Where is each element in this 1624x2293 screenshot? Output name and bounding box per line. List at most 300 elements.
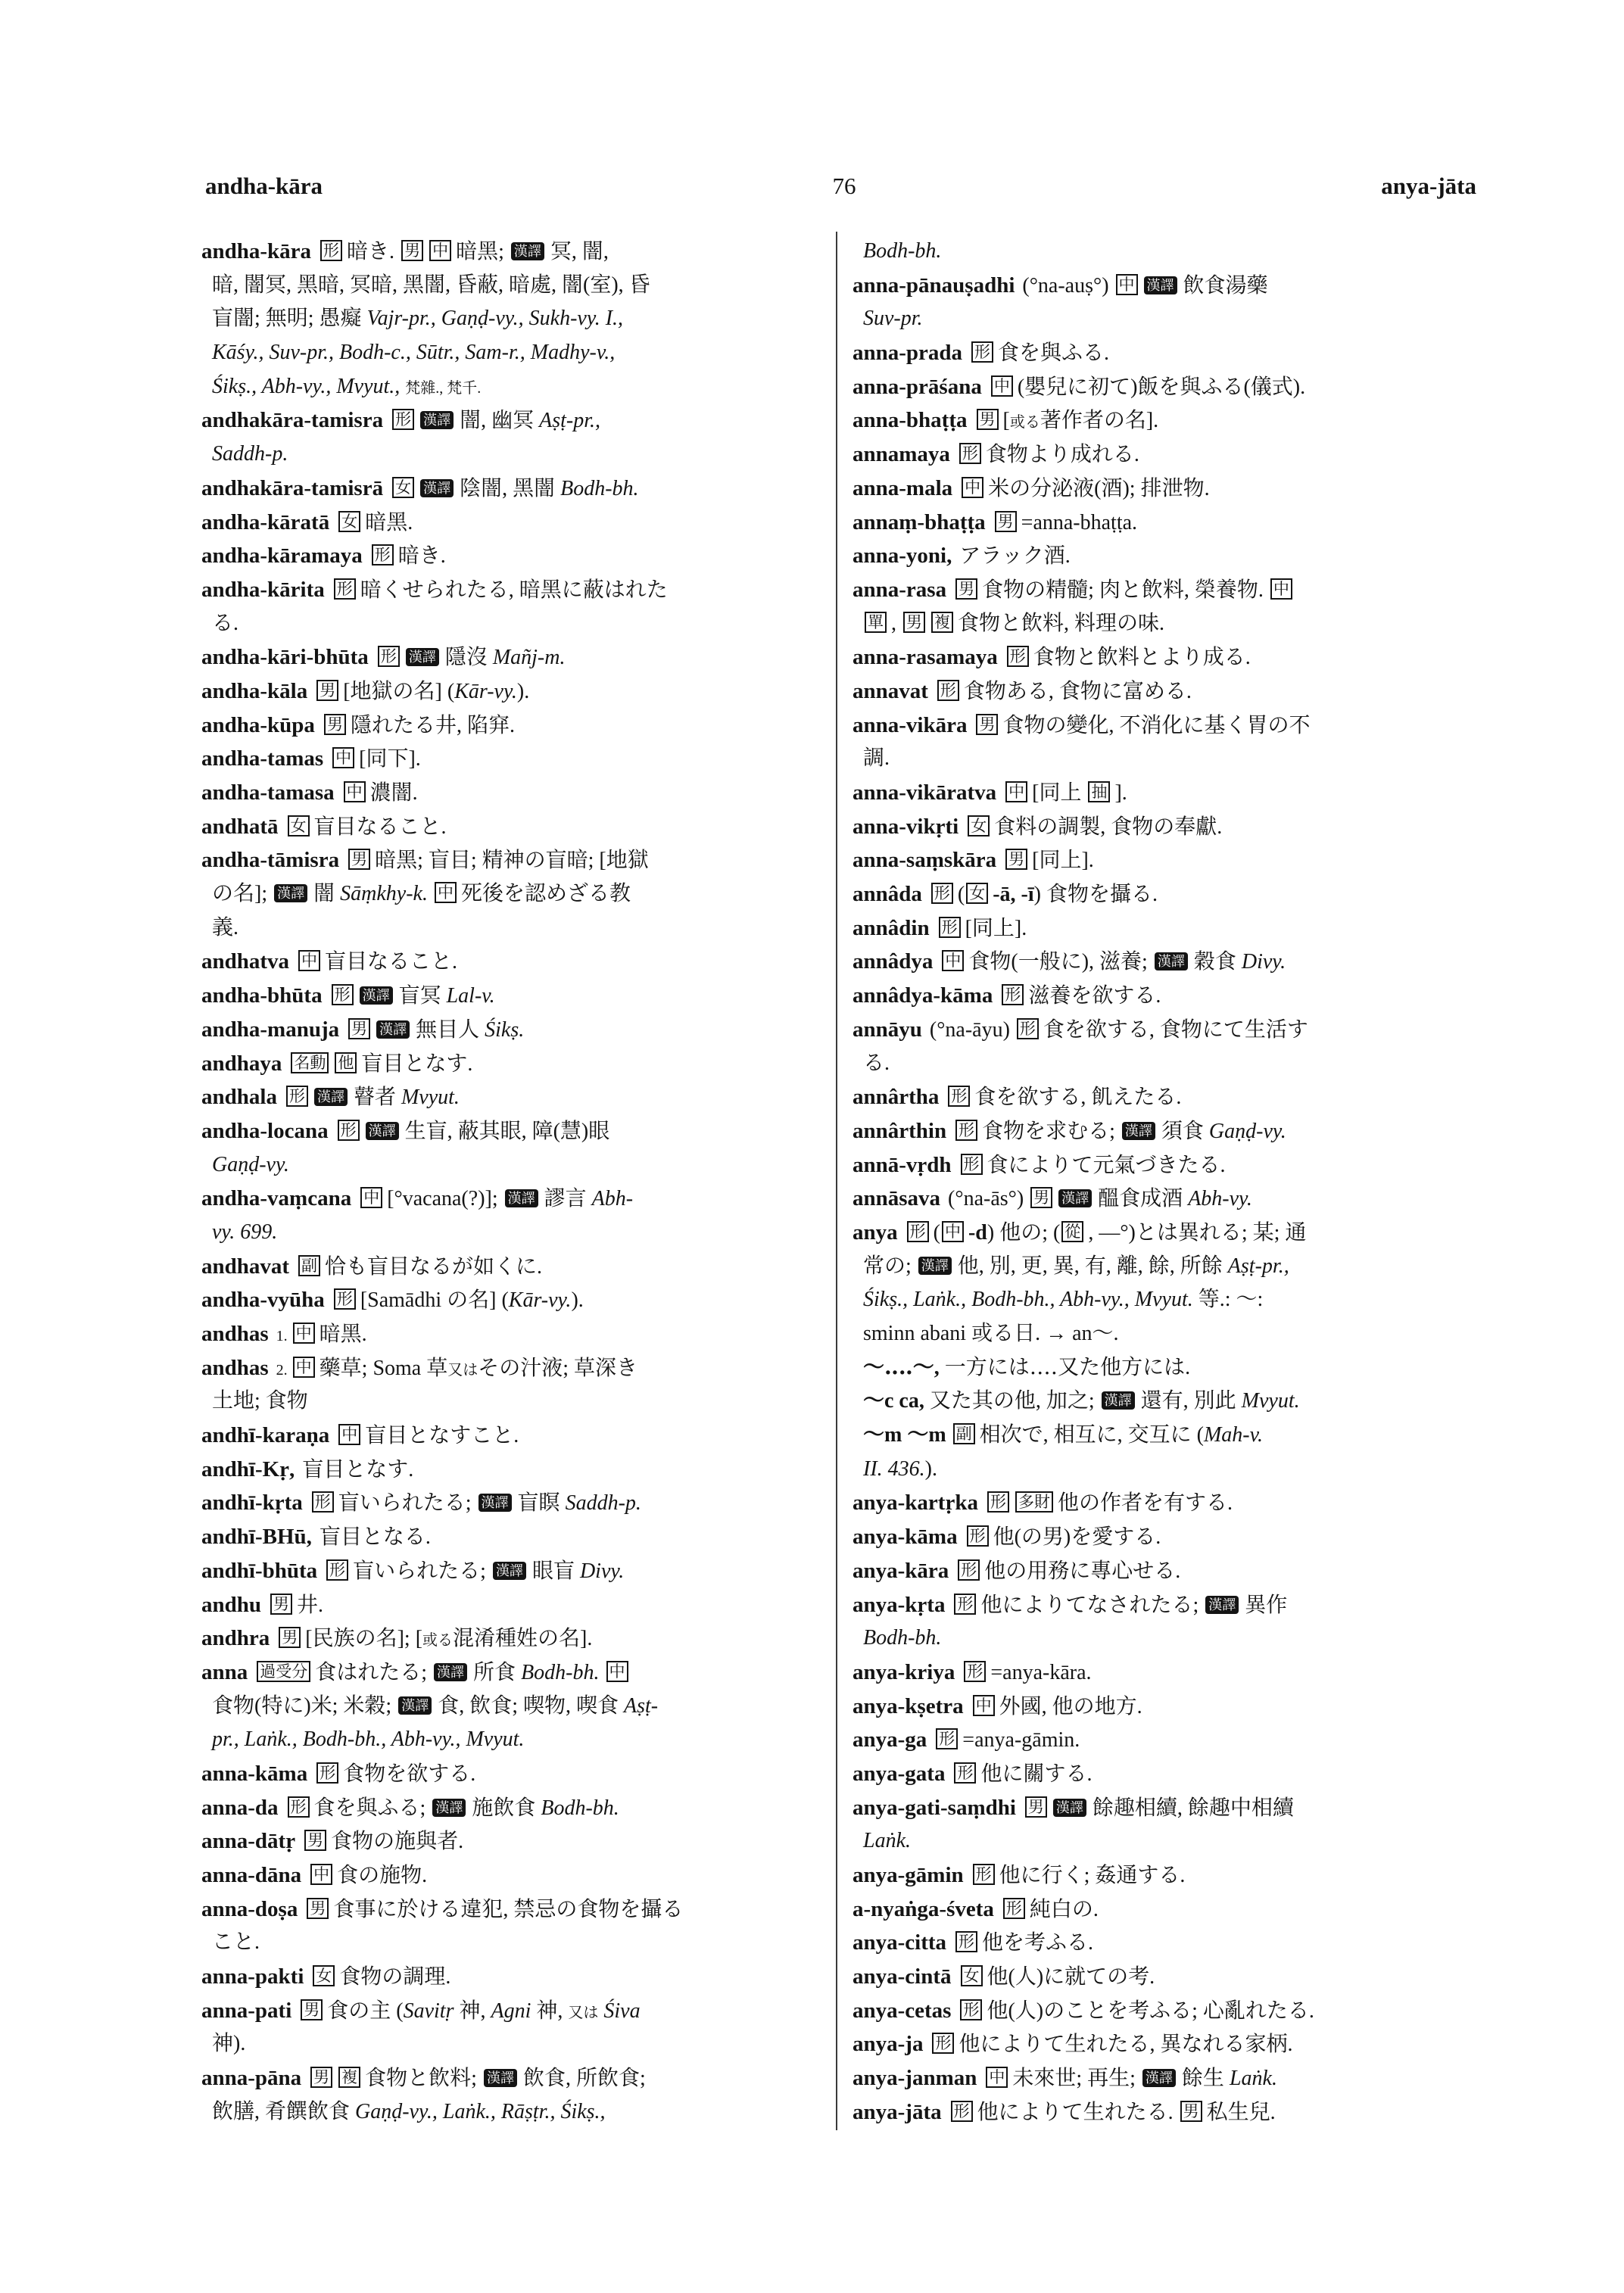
definition-text: 食物と飲料, 料理の味. — [958, 611, 1165, 635]
entry-line — [201, 640, 822, 675]
definition-text: 盲目となすこと. — [365, 1424, 519, 1448]
entry-line — [853, 1047, 1473, 1081]
headword: anya-gāmin — [853, 1863, 964, 1887]
grammar-label: 形 — [392, 409, 414, 430]
definition-text: 還有, 別此 — [1140, 1389, 1242, 1413]
headword: andha-kārita — [201, 577, 325, 602]
definition-text: 食物ある, 食物に富める. — [963, 679, 1192, 703]
grammar-label: 形 — [378, 646, 400, 667]
headword: annamaya — [853, 442, 950, 467]
definition-text: 無目人 — [416, 1017, 485, 1042]
headword: anna-pakti — [201, 1964, 304, 1989]
definition-text: 神, — [531, 1999, 569, 2023]
kanyaku-badge: 漢譯 — [1144, 276, 1177, 294]
grammar-label: 中 — [1005, 781, 1027, 802]
definition-text: 他に行く; 姦通する. — [999, 1864, 1186, 1887]
entry-line — [201, 1723, 822, 1757]
definition-text: 外國, 他の地方. — [999, 1694, 1142, 1718]
entry-line — [853, 438, 1473, 472]
definition-text: の名]; — [212, 882, 273, 906]
definition-text: 暗き. — [347, 240, 401, 263]
definition-text: [民族の名]; [ — [305, 1627, 423, 1651]
headword: anna-doṣa — [201, 1896, 298, 1921]
entry-line — [201, 1351, 822, 1385]
entry-line — [853, 742, 1473, 776]
entry-line — [201, 979, 822, 1013]
grammar-label: 中 — [962, 477, 983, 498]
source-ref: Śiva — [598, 1999, 641, 2023]
entry-line — [853, 1250, 1473, 1284]
definition-text: 食物を求むる; — [982, 1119, 1121, 1143]
right-column — [853, 235, 1473, 2129]
entry-line — [853, 1757, 1473, 1791]
definition-text: 他の用務に專心せる. — [984, 1559, 1181, 1583]
headword: anna-pānauṣadhi — [853, 273, 1015, 298]
grammar-label: 男 — [348, 1018, 370, 1039]
entry-line — [201, 1453, 822, 1487]
grammar-label: 形 — [320, 240, 342, 261]
entry-line — [853, 403, 1473, 438]
source-ref: Aṣṭ-pr., — [1227, 1254, 1289, 1278]
definition-text: 死後を認めざる教 — [460, 882, 631, 906]
definition-text: 食を與ふる; — [313, 1796, 432, 1820]
headword: andhakāra-tamisra — [201, 408, 384, 433]
kanyaku-badge: 漢譯 — [1122, 1122, 1155, 1140]
entry-line — [853, 573, 1473, 607]
small-text: 又は — [568, 2004, 599, 2021]
grammar-label: 形 — [936, 1728, 958, 1749]
entry-line — [853, 1656, 1473, 1690]
headword: anya-ja — [853, 2032, 924, 2057]
headword: anna-pāna — [201, 2066, 302, 2091]
definition-text: 食, 飲食; 喫物, 喫食 — [438, 1693, 624, 1718]
entry-line — [201, 742, 822, 776]
definition-text: 暗き. — [397, 544, 446, 569]
entry-line — [201, 1385, 822, 1419]
entry-line — [201, 1216, 822, 1250]
headword: andha-tamas — [201, 746, 324, 771]
definition-text: 眼盲 — [531, 1559, 580, 1583]
definition-text: 混淆種姓の名]. — [453, 1627, 593, 1651]
headword: annā-vṛdh — [853, 1152, 952, 1177]
grammar-label: 男 — [977, 409, 999, 430]
grammar-label: 中 — [293, 1357, 315, 1378]
definition-text: 食物と飲料とより成る. — [1033, 646, 1251, 670]
entry-line — [853, 302, 1473, 336]
source-ref: Kār-vy. — [454, 679, 517, 703]
source-ref: Agni — [491, 1999, 531, 2023]
source-ref: Saddh-p. — [212, 442, 288, 466]
definition-text: 常の; — [863, 1254, 917, 1278]
grammar-label: 中 — [298, 950, 320, 971]
grammar-label: 中 — [1116, 274, 1138, 295]
definition-text: 食物の施與者. — [331, 1830, 464, 1854]
grammar-label: 形 — [286, 1086, 308, 1107]
headword: andha-kāla — [201, 678, 308, 703]
headword: andhakāra-tamisrā — [201, 475, 384, 500]
definition-text: [同上]. — [1032, 849, 1094, 873]
grammar-label: 男 — [301, 1999, 323, 2020]
entry-line — [201, 1757, 822, 1791]
grammar-label: 男 — [955, 578, 977, 600]
headword: andhu — [201, 1592, 262, 1617]
grammar-label: 男 — [1005, 849, 1027, 870]
entry-line — [201, 1893, 822, 1927]
definition-text: 異作 — [1245, 1593, 1288, 1617]
entry-line — [201, 1148, 822, 1182]
entry-line — [201, 403, 822, 438]
headword: andhī-karaṇa — [201, 1423, 330, 1448]
kanyaku-badge: 漢譯 — [360, 986, 393, 1005]
entry-line — [201, 607, 822, 641]
entry-line — [853, 1351, 1473, 1385]
entry-line — [201, 235, 822, 269]
grammar-label: 形 — [967, 1525, 989, 1547]
bold-text: 〜m 〜m — [863, 1423, 952, 1447]
headword: anya-kṛta — [853, 1592, 946, 1617]
definition-text: 食物(一般に), 滋養; — [968, 950, 1153, 974]
headword: anya-ga — [853, 1728, 927, 1752]
entry-line — [853, 1690, 1473, 1724]
grammar-label: 中 — [360, 1187, 382, 1208]
definition-text: 盲目となる. — [319, 1525, 431, 1550]
definition-text: 盲いられたる; — [353, 1559, 491, 1583]
grammar-label: 形 — [932, 2033, 954, 2054]
headword: annaṃ-bhaṭṭa — [853, 509, 986, 534]
entry-line — [201, 1047, 822, 1081]
headword: andhī-Kṛ, — [201, 1456, 295, 1481]
small-text: 2. — [276, 1361, 291, 1379]
grammar-label: 形 — [987, 1491, 1009, 1513]
grammar-label: 女 — [288, 815, 310, 837]
kanyaku-badge: 漢譯 — [1102, 1391, 1135, 1410]
source-ref: Laṅk. — [1229, 2067, 1277, 2091]
entry-line — [853, 1824, 1473, 1858]
headword: andhī-BHū, — [201, 1525, 312, 1550]
definition-text: 盲目となす. — [302, 1457, 414, 1481]
definition-text: [同上 — [1032, 781, 1087, 805]
small-text: 梵雜., 梵千. — [405, 379, 482, 397]
source-ref: Aṣṭ-pr., — [539, 409, 600, 433]
entry-line — [853, 235, 1473, 269]
entry-line — [853, 1486, 1473, 1520]
source-ref: Bodh-bh. — [541, 1796, 619, 1820]
grammar-label: 中 — [332, 747, 354, 768]
kanyaku-badge: 漢譯 — [432, 1799, 466, 1817]
entry-line — [853, 1317, 1473, 1351]
entry-line — [201, 336, 822, 370]
grammar-label: 男 — [310, 2067, 332, 2088]
kanyaku-badge: 漢譯 — [505, 1189, 538, 1207]
grammar-label: 中 — [293, 1323, 315, 1344]
grammar-label: 形 — [1003, 1898, 1025, 1919]
grammar-label: 中 — [986, 2067, 1008, 2088]
definition-text: アラック酒. — [959, 544, 1071, 569]
grammar-label: 中 — [973, 1695, 995, 1716]
entry-line — [201, 1690, 822, 1724]
definition-text: 井. — [297, 1593, 324, 1617]
running-head-left: andha-kāra — [205, 173, 323, 199]
definition-text: 食物より成れる. — [985, 443, 1139, 467]
grammar-label: 形 — [955, 1120, 977, 1141]
grammar-label: 中 — [1270, 578, 1292, 600]
grammar-label: 男 — [304, 1830, 326, 1851]
headword: anna-da — [201, 1795, 279, 1820]
entry-line — [853, 810, 1473, 844]
grammar-label: 男 — [903, 612, 925, 633]
grammar-label: 中 — [942, 950, 964, 971]
source-ref: II. 436. — [863, 1456, 925, 1481]
definition-text: ). — [571, 1288, 584, 1313]
grammar-label: 形 — [334, 1288, 356, 1310]
headword: andhala — [201, 1085, 277, 1110]
entry-line — [201, 776, 822, 810]
headword: annâdya — [853, 949, 934, 974]
page-number: 76 — [832, 173, 856, 199]
definition-text: 飲膳, 肴饌飲食 — [212, 2099, 356, 2123]
bold-text: 〜‥‥〜, — [863, 1355, 940, 1379]
entry-line — [853, 539, 1473, 573]
definition-text: ]. — [1114, 781, 1127, 805]
definition-text: 盲目なること. — [313, 815, 447, 839]
grammar-label: 副 — [953, 1423, 975, 1444]
headword: andha-kāramaya — [201, 544, 363, 569]
definition-text: 食によりて元氣づきたる. — [987, 1153, 1226, 1177]
source-ref: vy. 699. — [212, 1220, 278, 1244]
entry-line — [853, 1960, 1473, 1994]
entry-line — [201, 709, 822, 743]
headword: andhatva — [201, 949, 290, 974]
headword: anya-jāta — [853, 2099, 942, 2124]
definition-text: [ — [1002, 409, 1010, 433]
headword: anya-kāra — [853, 1558, 949, 1583]
grammar-label: 名動 — [291, 1052, 329, 1073]
headword: anna — [201, 1659, 248, 1684]
headword: anna-pati — [201, 1998, 292, 2023]
entry-line — [853, 2061, 1473, 2095]
entry-line — [853, 1080, 1473, 1114]
grammar-label: 形 — [960, 1999, 982, 2020]
headword: andhī-bhūta — [201, 1558, 318, 1583]
headword: anya-gati-saṃdhi — [853, 1795, 1016, 1820]
grammar-label: 從 — [1061, 1221, 1083, 1242]
entry-line — [201, 269, 822, 303]
headword: anna-yoni, — [853, 544, 952, 569]
definition-text: 他(の男)を愛する. — [993, 1525, 1161, 1550]
definition-text: 暗黑. — [319, 1323, 367, 1346]
entry-line — [853, 607, 1473, 641]
grammar-label: 男 — [995, 511, 1017, 532]
entry-line — [201, 2061, 822, 2095]
definition-text: 食の施物. — [337, 1864, 428, 1887]
definition-text: 食物を欲する. — [343, 1762, 476, 1786]
source-ref: Laṅk. — [863, 1829, 911, 1853]
kanyaku-badge: 漢譯 — [478, 1494, 512, 1512]
grammar-label: 中 — [942, 1221, 964, 1242]
definition-text: 食物(特に)米; 米穀; — [212, 1693, 397, 1718]
definition-text: 隱れたる井, 陷穽. — [350, 713, 515, 737]
kanyaku-badge: 漢譯 — [420, 479, 454, 497]
grammar-label: 形 — [1002, 984, 1024, 1005]
definition-text: 他によりて生れたる. — [977, 2100, 1179, 2124]
source-ref: Abh- — [591, 1187, 634, 1211]
definition-text: 恰も盲目なるが如くに. — [325, 1254, 543, 1279]
grammar-label: 形 — [334, 578, 356, 600]
definition-text: 暗, 闇冥, 黑暗, 冥暗, 黑闇, 昏蔽, 暗處, 闇(室), 昏 — [212, 273, 650, 297]
definition-text: 暗黑. — [365, 510, 413, 534]
definition-text: 土地; 食物 — [212, 1389, 308, 1413]
entry-line — [853, 945, 1473, 979]
entry-line — [201, 1114, 822, 1148]
definition-text: 冥, 闇, — [550, 240, 609, 263]
entry-line — [853, 1588, 1473, 1622]
definition-text: 他(人)のことを考ふる; 心亂れたる. — [987, 1999, 1314, 2023]
grammar-label: 多財 — [1015, 1491, 1053, 1513]
grammar-label: 女 — [338, 511, 360, 532]
left-column — [201, 235, 822, 2129]
grammar-label: 形 — [1007, 646, 1029, 667]
definition-text: ). — [516, 679, 530, 703]
entry-line — [853, 370, 1473, 404]
source-ref: Divy. — [579, 1559, 625, 1583]
definition-text: 食物と飲料; — [365, 2067, 482, 2091]
definition-text: ( — [933, 1220, 940, 1245]
entry-line — [853, 911, 1473, 946]
headword: andhas — [201, 1355, 269, 1380]
grammar-label: 中 — [310, 1864, 332, 1885]
definition-text: [地獄の名] ( — [343, 679, 455, 703]
headword: anna-mala — [853, 475, 953, 500]
grammar-label: 形 — [948, 1086, 970, 1107]
entry-line — [201, 2095, 822, 2129]
grammar-label: 女 — [392, 477, 414, 498]
definition-text: 米の分泌液(酒); 排泄物. — [988, 476, 1210, 500]
headword: andha-kāratā — [201, 509, 330, 534]
entry-line — [853, 1216, 1473, 1250]
definition-text: 食を欲する, 食物にて生活す — [1043, 1017, 1308, 1042]
definition-text: 盲目なること. — [325, 950, 458, 974]
definition-text: 餘趣相續, 餘趣中相續 — [1092, 1796, 1294, 1820]
definition-text: 須食 — [1161, 1119, 1209, 1143]
definition-text: (°na-ās°) — [948, 1187, 1030, 1211]
definition-text: その汁液; 草深き — [478, 1356, 638, 1380]
kanyaku-badge: 漢譯 — [376, 1020, 410, 1039]
grammar-label: 中 — [991, 375, 1013, 397]
entry-line — [853, 1453, 1473, 1487]
grammar-label: 女 — [961, 1965, 983, 1986]
grammar-label: 形 — [959, 443, 981, 464]
definition-text: 又た其の他, 加之; — [924, 1389, 1100, 1413]
entry-line — [853, 1791, 1473, 1825]
definition-text: 隱沒 — [444, 646, 493, 670]
entry-line — [201, 675, 822, 709]
grammar-label: 形 — [316, 1762, 338, 1784]
definition-text: , — [891, 611, 902, 635]
headword: anna-rasa — [853, 577, 947, 602]
kanyaku-badge: 漢譯 — [493, 1562, 526, 1580]
headword: anya-citta — [853, 1930, 947, 1955]
kanyaku-badge: 漢譯 — [274, 884, 307, 902]
entry-line — [853, 979, 1473, 1013]
grammar-label: 男 — [976, 714, 998, 735]
definition-text: 食物の精髓; 肉と飲料, 榮養物. — [982, 578, 1269, 602]
grammar-label: 形 — [973, 1864, 995, 1885]
headword: andha-tamasa — [201, 780, 335, 805]
source-ref: Śikṣ., Laṅk., Bodh-bh., Abh-vy., Mvyut. — [863, 1288, 1193, 1312]
definition-text: 食物の調理. — [339, 1965, 451, 1989]
source-ref: Savitṛ — [403, 1999, 454, 2023]
entry-line — [201, 1858, 822, 1893]
grammar-label: 男 — [316, 680, 338, 701]
definition-text: 盲いられたる; — [338, 1491, 477, 1516]
definition-text: 盲冥 — [398, 984, 447, 1008]
headword: anna-rasamaya — [853, 645, 998, 670]
definition-text: 施飲食 — [472, 1796, 541, 1820]
definition-text: 私生兒. — [1206, 2100, 1276, 2124]
entry-line — [853, 1554, 1473, 1588]
entry-line — [201, 438, 822, 472]
kanyaku-badge: 漢譯 — [1058, 1189, 1092, 1207]
source-ref: Śikṣ. — [485, 1017, 525, 1042]
source-ref: Mvyut. — [1241, 1389, 1300, 1413]
headword: andhavat — [201, 1254, 290, 1279]
grammar-label: 形 — [955, 1931, 977, 1952]
headword: andha-tāmisra — [201, 848, 340, 873]
source-ref: Bodh-bh. — [863, 239, 942, 263]
bold-text: -d — [968, 1220, 987, 1245]
definition-text: 食事に於ける違犯, 禁忌の食物を攝る — [333, 1897, 684, 1921]
grammar-label: 中 — [338, 1424, 360, 1445]
headword: anya-kriya — [853, 1659, 955, 1684]
headword: andhī-kṛta — [201, 1491, 303, 1516]
grammar-label: 中 — [435, 882, 457, 903]
headword: andhas — [201, 1322, 269, 1346]
grammar-label: 形 — [931, 883, 953, 904]
definition-text: =anya-kāra. — [990, 1660, 1092, 1684]
source-ref: Lal-v. — [446, 984, 495, 1008]
definition-text: こと. — [212, 1930, 260, 1955]
grammar-label: 形 — [939, 917, 961, 938]
source-ref: Bodh-bh. — [560, 476, 639, 500]
source-ref: Gaṇḍ-vy. — [212, 1152, 289, 1176]
definition-text: =anna-bhaṭṭa. — [1021, 510, 1138, 534]
definition-text: 他に關する. — [980, 1762, 1093, 1786]
entry-line — [853, 1994, 1473, 2028]
grammar-label: 形 — [372, 544, 394, 565]
definition-text: 闇 — [313, 882, 341, 906]
definition-text: 滋養を欲する. — [1028, 984, 1161, 1008]
entry-line — [201, 539, 822, 573]
definition-text: 著作者の名]. — [1040, 409, 1159, 433]
entry-line — [201, 1013, 822, 1047]
entry-line — [853, 1182, 1473, 1216]
entry-line — [201, 1791, 822, 1825]
entry-line — [853, 1622, 1473, 1656]
kanyaku-badge: 漢譯 — [314, 1088, 348, 1106]
grammar-label: 男 — [307, 1898, 329, 1919]
entry-line — [201, 1080, 822, 1114]
headword: annāsava — [853, 1186, 941, 1211]
source-ref: Bodh-bh. — [521, 1660, 605, 1684]
source-ref: Mañj-m. — [492, 646, 566, 670]
definition-text: 藥草; Soma 草 — [319, 1356, 448, 1380]
definition-text: 盲闇; 無明; 愚癡 — [212, 307, 367, 331]
definition-text: 餘生 — [1181, 2067, 1230, 2091]
entry-line — [201, 370, 822, 404]
grammar-label: 中 — [344, 781, 366, 802]
headword: andha-kāra — [201, 239, 312, 263]
definition-text: 瞽者 — [353, 1086, 401, 1110]
